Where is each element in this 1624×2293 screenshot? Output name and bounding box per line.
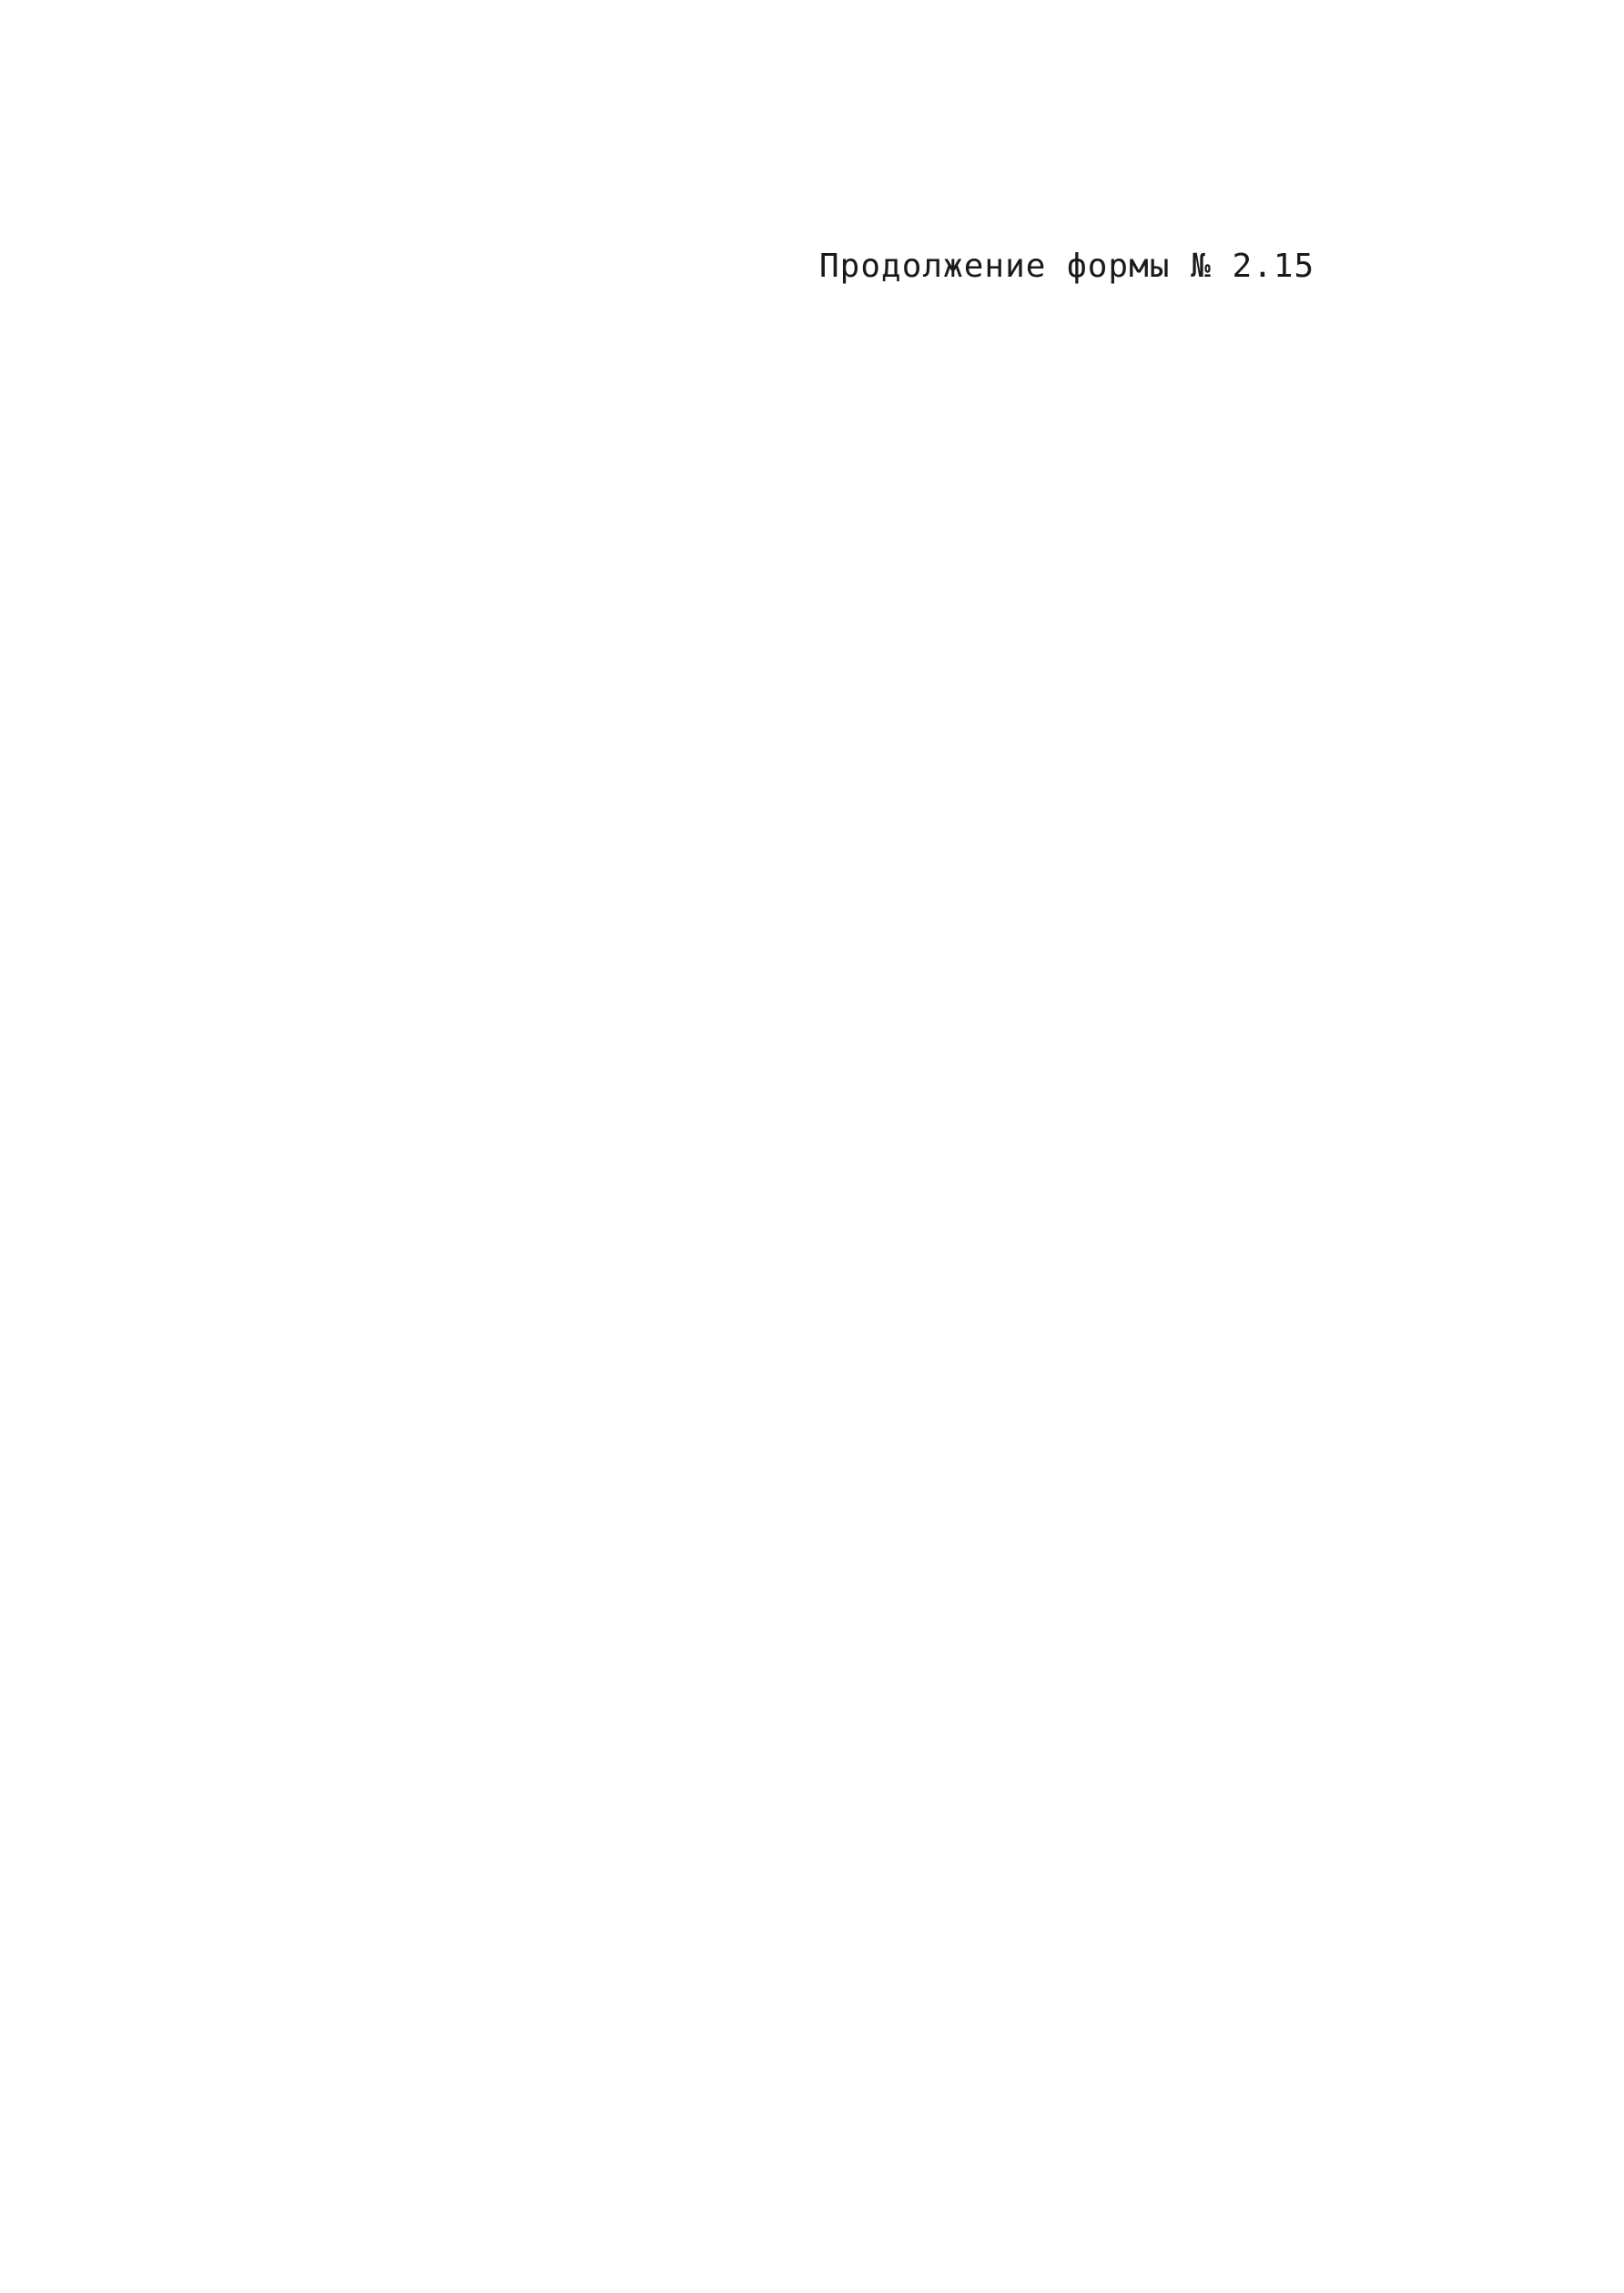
form-continuation-heading: Продолжение формы № 2.15 xyxy=(819,248,1315,285)
